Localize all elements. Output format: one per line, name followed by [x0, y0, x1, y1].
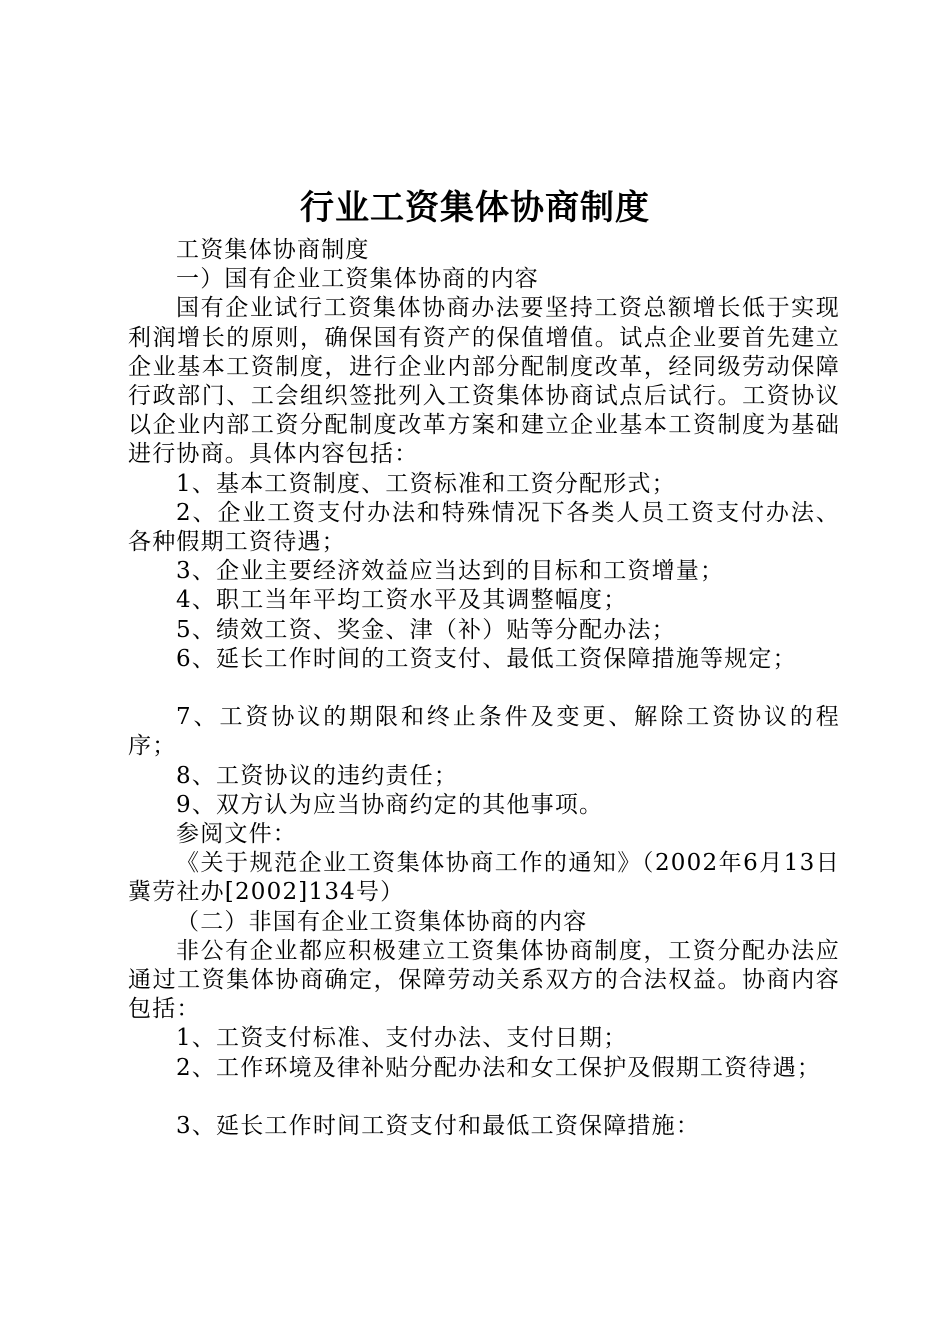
list-item: 4、职工当年平均工资水平及其调整幅度；: [176, 587, 628, 614]
list-item: 2、工作环境及律补贴分配办法和女工保护及假期工资待遇；: [176, 1054, 822, 1081]
list-item: 3、延长工作时间工资支付和最低工资保障措施：: [176, 1113, 701, 1140]
reference-citation: 《关于规范企业工资集体协商工作的通知》（2002年6月13日冀劳社办[2002]134号）: [128, 850, 840, 906]
document-title: 行业工资集体协商制度: [300, 188, 650, 228]
list-item: 6、延长工作时间的工资支付、最低工资保障措施等规定；: [176, 645, 797, 672]
paragraph: 非公有企业都应积极建立工资集体协商制度，工资分配办法应通过工资集体协商确定，保障劳动关系双方的合法权益。协商内容包括：: [128, 937, 840, 1023]
list-item: 3、企业主要经济效益应当达到的目标和工资增量；: [176, 558, 725, 585]
section-heading: 工资集体协商制度: [176, 237, 370, 263]
list-item: 8、工资协议的违约责任；: [176, 762, 459, 789]
list-item: 7、工资协议的期限和终止条件及变更、解除工资协议的程序；: [128, 704, 840, 760]
subsection-heading: 一）国有企业工资集体协商的内容: [176, 266, 539, 293]
document-body: [128, 236, 840, 1141]
list-item: 1、工资支付标准、支付办法、支付日期；: [176, 1025, 628, 1052]
list-item: 9、双方认为应当协商约定的其他事项。: [176, 791, 604, 818]
paragraph: 国有企业试行工资集体协商办法要坚持工资总额增长低于实现利润增长的原则，确保国有资产的保值增值。试点企业要首先建立企业基本工资制度，进行企业内部分配制度改革，经同级劳动保障行政部门、工会组织签批列入工资集体协商试点后试行。工资协议以企业内部工资分配制度改革方案和建立企业基本工资制度为基础进行协商。具体内容包括：: [128, 295, 840, 468]
subsection-heading: （二）非国有企业工资集体协商的内容: [176, 908, 588, 935]
reference-label: 参阅文件：: [176, 821, 297, 848]
list-item: 2、企业工资支付办法和特殊情况下各类人员工资支付办法、各种假期工资待遇；: [128, 499, 840, 556]
list-item: 5、绩效工资、奖金、津（补）贴等分配办法；: [176, 616, 676, 643]
list-item: 1、基本工资制度、工资标准和工资分配形式；: [176, 470, 676, 497]
